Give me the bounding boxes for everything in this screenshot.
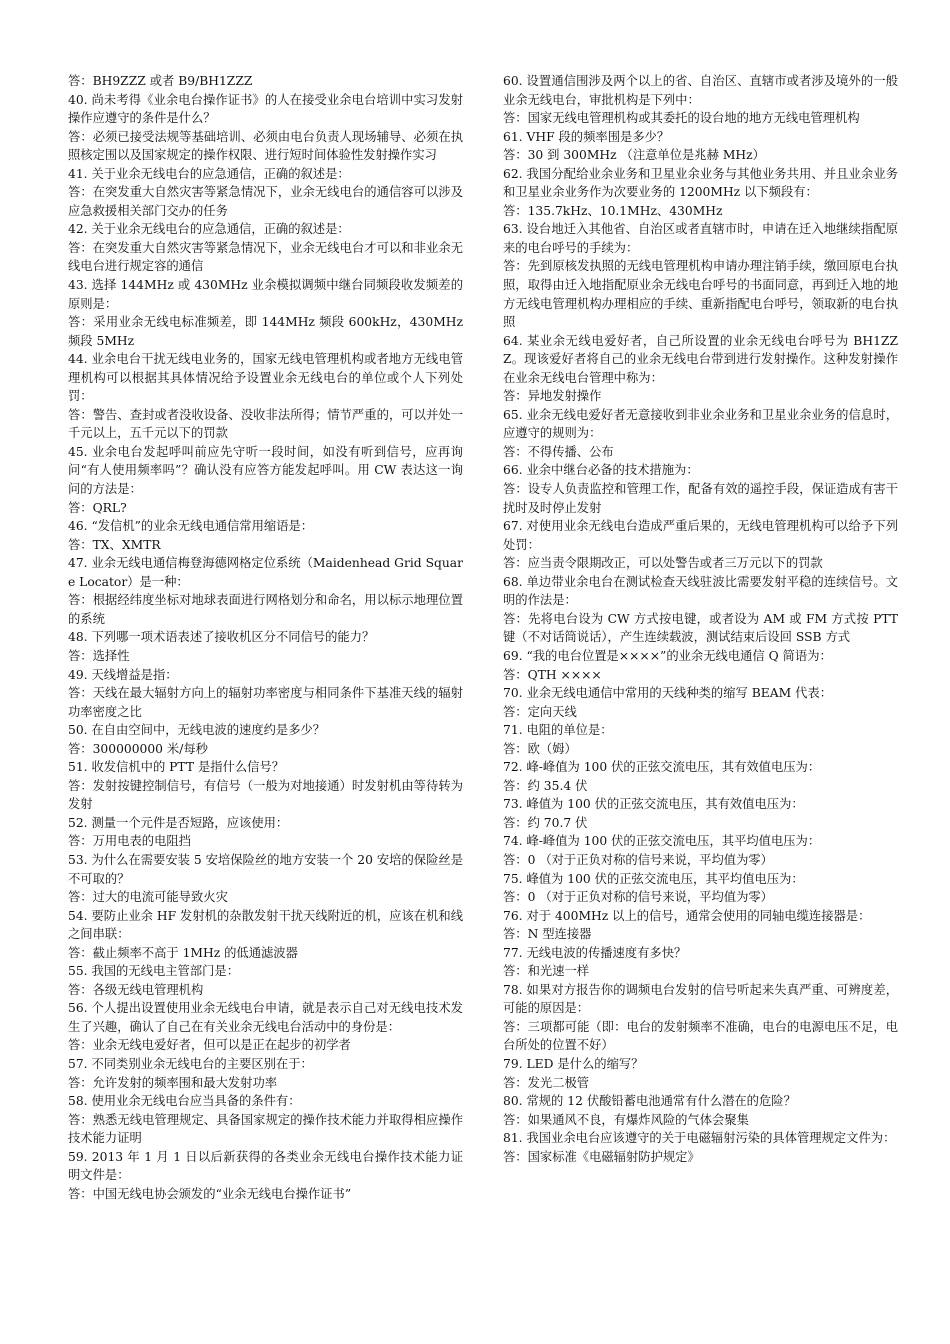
question-line: 61. VHF 段的频率围是多少？ [503,129,670,144]
question-line: 54. 要防止业余 HF 发射机的杂散发射干扰天线附近的机，应该在机和线之间串联： [68,908,463,942]
question-line: 75. 峰值为 100 伏的正弦交流电压，其平均值电压为： [503,871,804,886]
question-line: 52. 测量一个元件是否短路，应该使用： [68,815,289,830]
question-line: 48. 下列哪一项术语表述了接收机区分不同信号的能力？ [68,630,375,645]
answer-line: 答：30 到 300MHz （注意单位是兆赫 MHz） [503,148,765,163]
answer-line: 答：熟悉无线电管理规定、具备国家规定的操作技术能力并取得相应操作技术能力证明 [68,1112,463,1146]
right-column [503,72,898,1344]
answer-line: 答：国家无线电管理机构或其委托的设台地的地方无线电管理机构 [503,111,860,126]
answer-line: 答：业余无线电爱好者，但可以是正在起步的初学者 [68,1038,351,1053]
question-line: 79. LED 是什么的缩写？ [503,1056,644,1071]
answer-line: 答：N 型连接器 [503,927,592,942]
answer-line: 答：和光速一样 [503,964,590,979]
question-line: 63. 设台地迁入其他省、自治区或者直辖市时，申请在迁入地继续指配原来的电台呼号的手续为： [503,222,898,255]
question-line: 51. 收发信机中的 PTT 是指什么信号？ [68,760,285,775]
question-line: 78. 如果对方报告你的调频电台发射的信号听起来失真严重、可辨度差，可能的原因是： [503,982,898,1016]
question-line: 64. 某业余无线电爱好者，自己所设置的业余无线电台呼号为 BH1ZZZ。现该爱好者将自己的业余无线电台带到进行发射操作。这种发射操作在业余无线电台管理中称为： [503,333,898,385]
answer-line: 答：QRL? [68,500,127,515]
answer-line: 答：定向天线 [503,704,577,719]
question-line: 55. 我国的无线电主管部门是： [68,964,240,979]
question-line: 80. 常规的 12 伏酸铅蓄电池通常有什么潜在的危险？ [503,1094,796,1109]
answer-line: 答：截止频率不高于 1MHz 的低通滤波器 [68,945,298,960]
answer-line: 答：中国无线电协会颁发的“业余无线电台操作证书” [68,1186,352,1201]
question-line: 77. 无线电波的传播速度有多快？ [503,945,687,960]
question-line: 66. 业余中继台必备的技术措施为： [503,463,699,478]
left-column [68,72,463,1344]
question-line: 57. 不同类别业余无线电台的主要区别在于： [68,1056,313,1071]
answer-line: 答：设专人负责监控和管理工作，配备有效的遥控手段，保证造成有害干扰时及时停止发射 [503,482,898,515]
answer-line: 答：TX、XMTR [68,537,161,552]
question-line: 69. “我的电台位置是××××”的业余无线电通信 Q 简语为： [503,648,832,663]
question-line: 44. 业余电台干扰无线电业务的，国家无线电管理机构或者地方无线电管理机构可以根据其具体情况给予设置业余无线电台的单位或个人下列处罚： [68,352,463,404]
answer-line: 答：如果通风不良，有爆炸风险的气体会聚集 [503,1112,749,1127]
question-line: 73. 峰值为 100 伏的正弦交流电压，其有效值电压为： [503,797,804,812]
answer-line: 答：万用电表的电阻挡 [68,834,191,849]
answer-line: 答：欧（姆） [503,741,577,756]
question-line: 74. 峰-峰值为 100 伏的正弦交流电压，其平均值电压为： [503,834,821,849]
question-line: 46. “发信机”的业余无线电通信常用缩语是： [68,519,314,534]
question-line: 41. 关于业余无线电台的应急通信，正确的叙述是： [68,166,350,181]
answer-line: 答：三项都可能（即：电台的发射频率不准确，电台的电源电压不足，电台所处的位置不好） [503,1019,898,1053]
answer-line: 答：先到原核发执照的无线电管理机构申请办理注销手续，缴回原电台执照，取得由迁入地指配原业余无线电台呼号的书面同意，再到迁入地的地方无线电管理机构办理相应的手续、重新指配电台呼号，领取新的电台执照 [503,259,898,330]
answer-line: 答：采用业余无线电标准频差，即 144MHz 频段 600kHz，430MHz 频段 5MHz [68,315,463,348]
answer-line: 答：应当责令限期改正，可以处警告或者三万元以下的罚款 [503,556,823,571]
question-line: 45. 业余电台发起呼叫前应先守听一段时间，如没有听到信号，应再询问“有人使用频率吗”？确认没有应答方能发起呼叫。用 CW 表达这一询问的方法是： [68,444,463,497]
question-line: 43. 选择 144MHz 或 430MHz 业余模拟调频中继台同频段收发频差的原则是： [68,278,463,311]
question-line: 60. 设置通信围涉及两个以上的省、自治区、直辖市或者涉及境外的一般业余无线电台，审批机构是下列中： [503,74,898,107]
question-line: 67. 对使用业余无线电台造成严重后果的，无线电管理机构可以给予下列处罚： [503,519,898,552]
answer-line: 答：先将电台设为 CW 方式按电键，或者设为 AM 或 FM 方式按 PTT 键（不对话筒说话），产生连续载波，测试结束后设回 SSB 方式 [503,611,898,645]
answer-line: 答：警告、查封或者没收设备、没收非法所得；情节严重的，可以并处一千元以上，五千元以下的罚款 [68,407,463,441]
question-line: 42. 关于业余无线电台的应急通信，正确的叙述是： [68,222,350,237]
answer-line: 答：在突发重大自然灾害等紧急情况下，业余无线电台的通信容可以涉及应急救援相关部门交办的任务 [68,185,463,218]
answer-line: 答：天线在最大辐射方向上的辐射功率密度与相同条件下基准天线的辐射功率密度之比 [68,686,463,719]
answer-line: 答：根据经纬度坐标对地球表面进行网格划分和命名，用以标示地理位置的系统 [68,593,463,626]
answer-line: 答：异地发射操作 [503,389,602,404]
answer-line: 答：300000000 米/每秒 [68,741,208,756]
answer-line: 答：发射按键控制信号，有信号（一般为对地接通）时发射机由等待转为发射 [68,778,463,812]
question-line: 71. 电阻的单位是： [503,723,613,738]
answer-line: 答：必须已接受法规等基础培训、必须由电台负责人现场辅导、必须在执照核定围以及国家规定的操作权限、进行短时间体验性发射操作实习 [68,129,463,163]
answer-line: 答：0 （对于正负对称的信号来说，平均值为零） [503,890,773,905]
question-line: 58. 使用业余无线电台应当具备的条件有： [68,1094,301,1109]
answer-line: 答：QTH ×××× [503,667,602,682]
answer-line: 答：不得传播、公布 [503,444,614,459]
question-line: 59. 2013 年 1 月 1 日以后新获得的各类业余无线电台操作技术能力证明文件是： [68,1149,463,1183]
answer-line: 答：各级无线电管理机构 [68,982,204,997]
answer-line: 答：BH9ZZZ 或者 B9/BH1ZZZ [68,74,253,88]
answer-line: 答：发光二极管 [503,1075,590,1090]
question-line: 81. 我国业余电台应该遵守的关于电磁辐射污染的具体管理规定文件为： [503,1131,896,1146]
question-line: 72. 峰-峰值为 100 伏的正弦交流电压，其有效值电压为： [503,760,821,775]
question-line: 65. 业余无线电爱好者无意接收到非业余业务和卫星业余业务的信息时，应遵守的规则为： [503,407,898,441]
question-line: 40. 尚未考得《业余电台操作证书》的人在接受业余电台培训中实习发射操作应遵守的条件是什么？ [68,92,463,126]
question-line: 47. 业余无线电通信梅登海德网格定位系统（Maidenhead Grid Square Locator）是一种： [68,556,463,589]
question-line: 68. 单边带业余电台在测试检查天线驻波比需要发射平稳的连续信号。文明的作法是： [503,574,898,608]
answer-line: 答：在突发重大自然灾害等紧急情况下，业余无线电台才可以和非业余无线电台进行规定容的通信 [68,240,463,274]
answer-line: 答：约 70.7 伏 [503,815,588,830]
question-line: 50. 在自由空间中，无线电波的速度约是多少？ [68,723,326,738]
question-line: 56. 个人提出设置使用业余无线电台申请，就是表示自己对无线电技术发生了兴趣，确认了自己在有关业余无线电台活动中的身份是： [68,1001,463,1034]
answer-line: 答：选择性 [68,648,130,663]
answer-line: 答：约 35.4 伏 [503,778,588,793]
answer-line: 答：135.7kHz、10.1MHz、430MHz [503,203,723,218]
question-line: 76. 对于 400MHz 以上的信号，通常会使用的同轴电缆连接器是： [503,908,871,923]
answer-line: 答：过大的电流可能导致火灾 [68,890,228,905]
answer-line: 答：国家标准《电磁辐射防护规定》 [503,1149,700,1164]
question-line: 49. 天线增益是指： [68,667,178,682]
question-line: 70. 业余无线电通信中常用的天线种类的缩写 BEAM 代表： [503,686,833,701]
question-line: 53. 为什么在需要安装 5 安培保险丝的地方安装一个 20 安培的保险丝是不可取的？ [68,852,463,886]
answer-line: 答：允许发射的频率围和最大发射功率 [68,1075,278,1090]
question-line: 62. 我国分配给业余业务和卫星业余业务与其他业务共用、并且业余业务和卫星业余业务作为次要业务的 1200MHz 以下频段有： [503,166,898,200]
answer-line: 答：0 （对于正负对称的信号来说，平均值为零） [503,852,773,867]
